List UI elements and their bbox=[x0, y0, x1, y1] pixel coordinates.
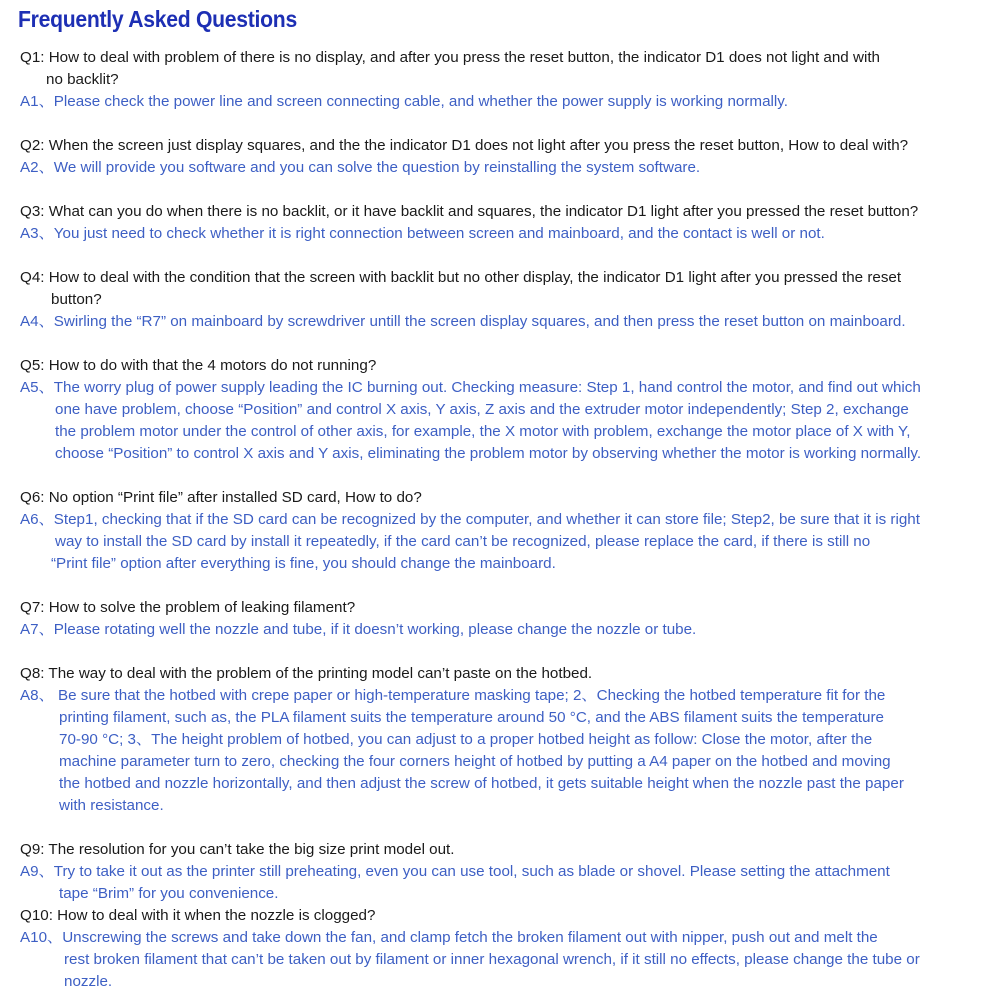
question-2: Q2: When the screen just display squares, and the the indicator D1 does not light after you press the reset button, How to deal with? bbox=[20, 137, 909, 154]
answer-8-cont: machine parameter turn to zero, checking the four corners height of hotbed by putting a A4 paper on the hotbed and moving bbox=[59, 753, 891, 770]
answer-9: A9、Try to take it out as the printer still preheating, even you can use tool, such as blade or shovel. Please setting the attachment bbox=[20, 863, 890, 880]
question-5: Q5: How to do with that the 4 motors do not running? bbox=[20, 357, 377, 374]
answer-1: A1、Please check the power line and screen connecting cable, and whether the power supply is working normally. bbox=[20, 93, 788, 110]
answer-10: A10、Unscrewing the screws and take down the fan, and clamp fetch the broken filament out with nipper, push out and melt the bbox=[20, 929, 878, 946]
answer-10-cont: nozzle. bbox=[64, 973, 113, 990]
answer-6: A6、Step1, checking that if the SD card can be recognized by the computer, and whether it can store file; Step2, be sure that it is right bbox=[20, 511, 920, 528]
question-3: Q3: What can you do when there is no backlit, or it have backlit and squares, the indicator D1 light after you pressed the reset button? bbox=[20, 203, 919, 220]
question-9: Q9: The resolution for you can’t take the big size print model out. bbox=[20, 841, 455, 858]
answer-5-cont: choose “Position” to control X axis and Y axis, eliminating the problem motor by observing whether the motor is working normally. bbox=[55, 445, 922, 462]
answer-5-cont: one have problem, choose “Position” and control X axis, Y axis, Z axis and the extruder motor independently; Step 2, exchange bbox=[55, 401, 909, 418]
answer-9-cont: tape “Brim” for you convenience. bbox=[59, 885, 279, 902]
answer-6-cont: way to install the SD card by install it repeatedly, if the card can’t be recognized, please replace the card, if there is still no bbox=[55, 533, 871, 550]
question-1: Q1: How to deal with problem of there is no display, and after you press the reset button, the indicator D1 does not light and with bbox=[20, 49, 880, 66]
question-8: Q8: The way to deal with the problem of the printing model can’t paste on the hotbed. bbox=[20, 665, 593, 682]
answer-10-cont: rest broken filament that can’t be taken out by filament or inner hexagonal wrench, if it still no effects, please change the tube or bbox=[64, 951, 920, 968]
answer-8-cont: 70-90 °C; 3、The height problem of hotbed, you can adjust to a proper hotbed height as follow: Close the motor, after the bbox=[59, 731, 873, 748]
answer-8-cont: printing filament, such as, the PLA filament suits the temperature around 50 °C, and the ABS filament suits the temperature bbox=[59, 709, 884, 726]
answer-6-cont: “Print file” option after everything is fine, you should change the mainboard. bbox=[51, 555, 556, 572]
answer-8-cont: the hotbed and nozzle horizontally, and then adjust the screw of hotbed, it gets suitable height when the nozzle past the paper bbox=[59, 775, 904, 792]
answer-8-cont: with resistance. bbox=[59, 797, 164, 814]
question-10: Q10: How to deal with it when the nozzle is clogged? bbox=[20, 907, 376, 924]
answer-5: A5、The worry plug of power supply leading the IC burning out. Checking measure: Step 1, hand control the motor, and find out which bbox=[20, 379, 921, 396]
question-6: Q6: No option “Print file” after installed SD card, How to do? bbox=[20, 489, 422, 506]
answer-8: A8、 Be sure that the hotbed with crepe paper or high-temperature masking tape; 2、Checking the hotbed temperature fit for the bbox=[20, 687, 886, 704]
answer-3: A3、You just need to check whether it is right connection between screen and mainboard, and the contact is well or not. bbox=[20, 225, 825, 242]
answer-7: A7、Please rotating well the nozzle and tube, if it doesn’t working, please change the nozzle or tube. bbox=[20, 621, 697, 638]
question-4-cont: button? bbox=[51, 291, 102, 308]
answer-4: A4、Swirling the “R7” on mainboard by screwdriver untill the screen display squares, and then press the reset button on mainboard. bbox=[20, 313, 906, 330]
question-4: Q4: How to deal with the condition that the screen with backlit but no other display, the indicator D1 light after you pressed the reset bbox=[20, 269, 902, 286]
page-title: Frequently Asked Questions bbox=[18, 6, 297, 32]
question-1-cont: no backlit? bbox=[46, 71, 119, 88]
answer-2: A2、We will provide you software and you can solve the question by reinstalling the system software. bbox=[20, 159, 701, 176]
question-7: Q7: How to solve the problem of leaking filament? bbox=[20, 599, 356, 616]
answer-5-cont: the problem motor under the control of other axis, for example, the X motor with problem, exchange the motor place of X with Y, bbox=[55, 423, 911, 440]
